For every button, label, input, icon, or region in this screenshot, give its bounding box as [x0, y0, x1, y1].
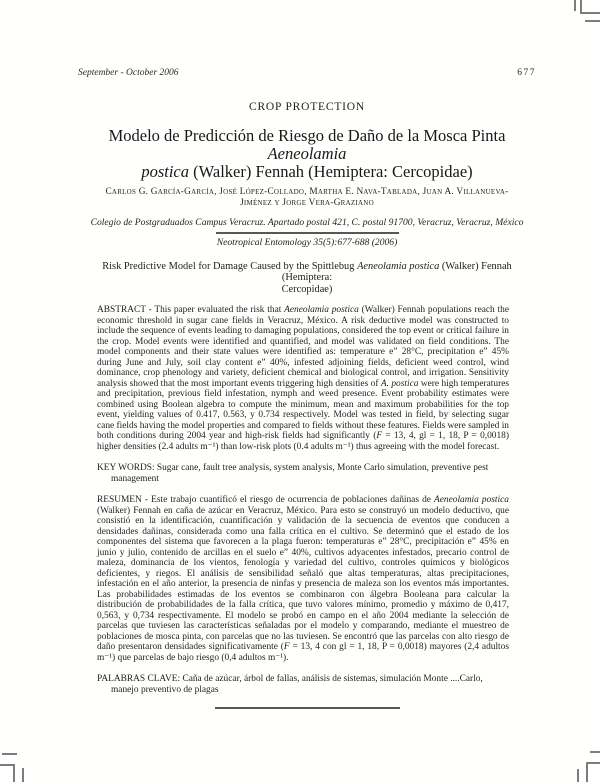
title-en-text: Risk Predictive Model for Damage Caused by the Spittlebug [102, 260, 358, 272]
issue-date: September - October 2006 [78, 68, 179, 78]
resumen-text: = 13, 4 con gl = 1, 18, P = 0,0018) mayores (2,4 adultos m⁻¹) que parcelas de bajo riesgo (0,4 adultos m⁻¹). [97, 642, 509, 663]
affiliation: Colegio de Postgraduados Campus Veracruz. Apartado postal 421, C. postal 91700, Veracruz, Veracruz, México [90, 217, 524, 228]
species-name-italic: A. postica [380, 378, 419, 389]
abstract-keywords-block [97, 305, 509, 695]
footer-divider-rule [215, 707, 400, 709]
section-label: CROP PROTECTION [248, 101, 366, 113]
statistic-f-italic: F [376, 431, 383, 441]
article-front-matter [78, 101, 536, 709]
divider-rule [216, 232, 399, 234]
article-title-english [78, 261, 536, 296]
crop-mark-bottom-left-outer [2, 753, 17, 755]
crop-mark-bottom-right-corner-h [586, 762, 600, 764]
article-title-spanish [78, 127, 536, 181]
keywords-paragraph: KEY WORDS: Sugar cane, fault tree analysis, system analysis, Monte Carlo simulation, preventive pest management [97, 463, 489, 484]
species-name-italic: Aeneolamia postica [434, 495, 509, 505]
running-head [78, 68, 536, 78]
page-number: 677 [517, 68, 536, 78]
abstract-text: were high temperatures and precipitation, previous field infestation, nymph and weed presence. Event probability estimates were combined using Boolean algebra to compute the minimum, mean and maximum probabilities for the top event, yielding values of 0.417, 0.563, y 0.734 respectively. Model was tested in field, by selecting sugar cane fields having the model properties and compared to fields without these features. Fields were sampled in both conditions during 2004 year and high-risk fields had significantly ( [97, 378, 510, 441]
author-line: Carlos G. García-García, José López-Collado, Martha E. Nava-Tablada, Juan A. Villanueva- [105, 187, 509, 197]
resumen-paragraph [97, 495, 509, 663]
palabras-clave-paragraph: PALABRAS CLAVE: Caña de azúcar, árbol de fallas, análisis de sistemas, simulación Monte ....Carlo, manejo preventivo de plagas [97, 674, 483, 695]
resumen-text: RESUMEN - Este trabajo cuantificó el riesgo de ocurrencia de poblaciones dañinas de [97, 495, 435, 505]
resumen-text: (Walker) Fennah en caña de azúcar en Veracruz, México. Para esto se construyó un modelo deductivo, que consistió en la identificación, cuantificación y validación de la secuencia de eventos que conducen a densidades dañinas, considerada como una falla crítica en el cultivo. Se determinó que el estado de los componentes del sistema que favorecen a la plaga fueron: temperaturas e” 28°C, precipitación e” 45% en junio y julio, contenido de arcillas en el suelo e” 40%, cultivos adyacentes infestados, precario control de maleza, dominancia de los vientos, fenología y variedad del cultivo, controles químicos y biológicos deficientes, y riegos. El análisis de sensibilidad señaló que altas temperaturas, altas precipitaciones, infestación en el año anterior, la presencia de ninfas y presencia de maleza son los eventos más importantes. Las probabilidades estimadas de los eventos se combinaron con álgebra Booleana para calcular la distribución de probabilidades de la falla crítica, que tuvo valores mínimo, promedio y máximo de 0,417, 0,563, y 0,734 respectivamente. El modelo se probó en campo en el año 2004 mediante la selección de parcelas que tuviesen las características señaladas por el modelo y comparando, mediante el muestreo de poblaciones de mosca pinta, con parcelas que no las tuviesen. Se encontró que las parcelas con alto riesgo de daño presentaron densidades significativamente ( [97, 505, 509, 652]
title-es-text: (Walker) Fennah (Hemiptera: Cercopidae) [189, 162, 473, 181]
crop-mark-top-right-inner [585, 20, 600, 22]
author-list [78, 187, 536, 208]
crop-mark-top-right-corner-h [580, 12, 600, 14]
crop-mark-bottom-right-corner-v [586, 762, 588, 782]
journal-reference: Neotropical Entomology 35(5):677-688 (2006) [216, 236, 398, 248]
species-name-italic: Aeneolamia postica [284, 305, 359, 315]
title-es-text: Modelo de Predicción de Riesgo de Daño de la Mosca Pinta [108, 126, 506, 145]
species-name-italic: postica [141, 162, 190, 181]
crop-mark-bottom-right-inner [577, 769, 579, 782]
crop-mark-bottom-right-outer [590, 751, 600, 753]
crop-mark-top-right-outer [574, 0, 576, 11]
species-name-italic: Aeneolamia postica [357, 260, 440, 272]
author-line: Jiménez y Jorge Vera-Graziano [240, 197, 374, 208]
statistic-f-italic: F [283, 642, 290, 652]
abstract-text: = 13, 4, gl = 1, 18, P = 0,0018) higher densities (2.4 adults m⁻¹) than low-risk plots (0.4 adults m⁻¹) thus agreeing with the model forecast. [97, 431, 509, 452]
crop-mark-bottom-left-inner [22, 768, 24, 782]
title-en-text: (Walker) Fennah (Hemiptera: [281, 260, 512, 283]
title-en-text: Cercopidae) [281, 283, 333, 295]
abstract-text: (Walker) Fennah populations reach the economic threshold in sugar cane fields in Veracruz, México. A risk deductive model was constructed to include the sequence of events leading to damaging populations, considered the top event or critical failure in the crop. Model events were identified and quantified, and model was validated on field conditions. The model components and their state values were identified as: temperature e” 28°C, precipitation e” 45% during June and July, soil clay content e” 40%, infested adjoining fields, deficient weed control, wind dominance, crop phenology and variety, deficient chemical and biological control, and irrigation. Sensitivity analysis showed that the most important events triggering high densities of [97, 305, 509, 389]
abstract-text: ABSTRACT - This paper evaluated the risk that [97, 305, 285, 315]
species-name-italic: Aeneolamia [267, 144, 347, 163]
crop-mark-bottom-left-corner-v [13, 764, 15, 782]
abstract-paragraph [97, 305, 509, 452]
